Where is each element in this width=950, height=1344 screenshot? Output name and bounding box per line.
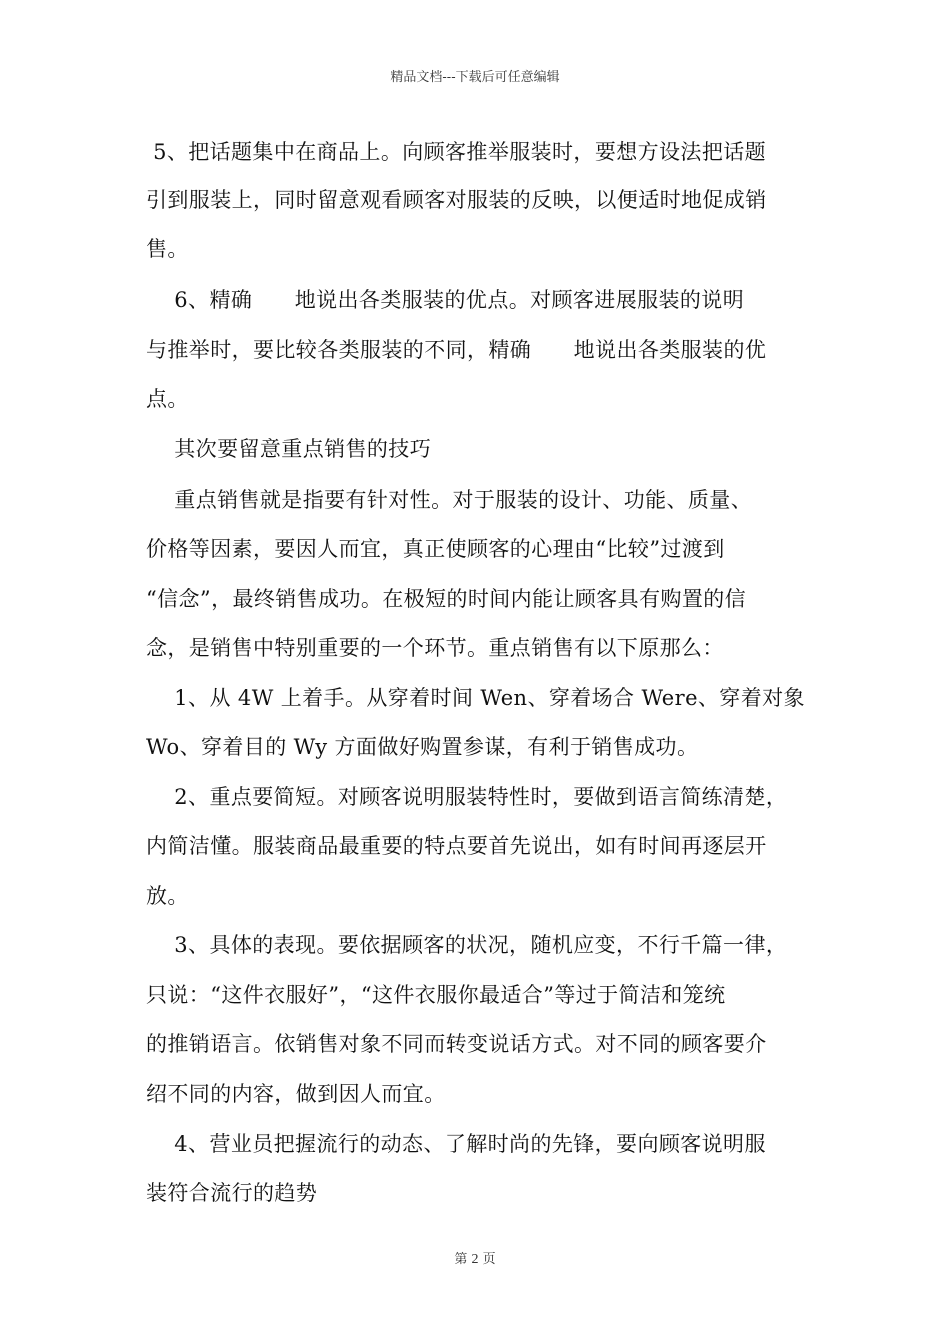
text-line: 1、从 4W 上着手。从穿着时间 Wen、穿着场合 Were、穿着对象 — [146, 686, 805, 710]
page-number-suffix: 页 — [482, 1252, 496, 1267]
text-line: 3、具体的表现。要依据顾客的状况，随机应变，不行千篇一律， — [146, 933, 788, 957]
text-line: 重点销售就是指要有针对性。对于服装的设计、功能、质量、 — [146, 488, 753, 512]
text-line: 售。 — [146, 237, 189, 261]
text-line: 绍不同的内容，做到因人而宜。 — [146, 1082, 446, 1106]
text-line: 6、精确 地说出各类服装的优点。对顾客进展服装的说明 — [146, 288, 745, 312]
text-line: 2、重点要简短。对顾客说明服装特性时，要做到语言简练清楚， — [146, 785, 788, 809]
text-line: 价格等因素，要因人而宜，真正使顾客的心理由“比较”过渡到 — [146, 537, 725, 561]
text-line: 装符合流行的趋势 — [146, 1181, 318, 1205]
text-line: 念，是销售中特别重要的一个环节。重点销售有以下原那么： — [146, 636, 724, 660]
text-line: 点。 — [146, 387, 189, 411]
text-line: 与推举时，要比较各类服装的不同，精确 地说出各类服装的优 — [146, 338, 767, 362]
page-footer — [0, 1248, 950, 1268]
page-number-prefix: 第 — [454, 1252, 468, 1267]
text-line: 4、营业员把握流行的动态、了解时尚的先锋，要向顾客说明服 — [146, 1132, 766, 1156]
text-line: 5、把话题集中在商品上。向顾客推举服装时，要想方设法把话题 — [146, 140, 767, 164]
text-line: 放。 — [146, 884, 189, 908]
text-line: 只说：“这件衣服好”，“这件衣服你最适合”等过于简洁和笼统 — [146, 983, 726, 1007]
text-line: Wo、穿着目的 Wy 方面做好购置参谋，有利于销售成功。 — [146, 735, 699, 759]
text-line: “信念”，最终销售成功。在极短的时间内能让顾客具有购置的信 — [146, 587, 747, 611]
text-line: 的推销语言。依销售对象不同而转变说话方式。对不同的顾客要介 — [146, 1032, 767, 1056]
page-number: 2 — [471, 1252, 479, 1267]
text-line: 引到服装上，同时留意观看顾客对服装的反映，以便适时地促成销 — [146, 188, 767, 212]
page-header: 精品文档---下载后可任意编辑 — [390, 70, 560, 85]
text-line: 其次要留意重点销售的技巧 — [146, 437, 432, 461]
text-line: 内简洁懂。服装商品最重要的特点要首先说出，如有时间再逐层开 — [146, 834, 767, 858]
